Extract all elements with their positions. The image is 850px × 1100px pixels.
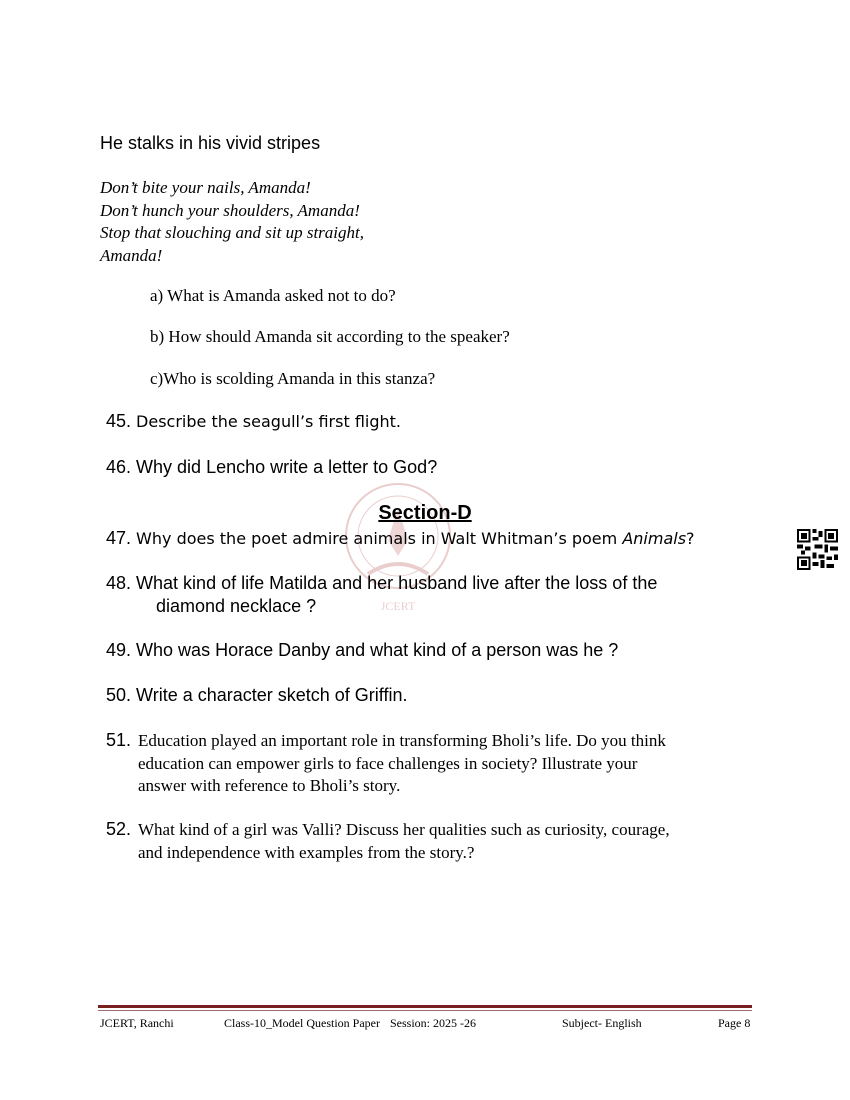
poem-title: Animals — [622, 529, 687, 548]
section-title: Section-D — [378, 502, 472, 524]
question-number: 50. — [106, 685, 132, 705]
question-number: 48. — [106, 573, 132, 593]
question-line: education can empower girls to face challenges in society? Illustrate your — [138, 753, 638, 773]
footer-org: JCERT, Ranchi — [100, 1016, 174, 1030]
question-49 — [106, 640, 618, 661]
footer-paper: Class-10_Model Question Paper — [224, 1016, 380, 1030]
sub-question-a: a) What is Amanda asked not to do? — [150, 286, 396, 305]
sub-question-b: b) How should Amanda sit according to the speaker? — [150, 327, 510, 346]
question-line: What kind of a girl was Valli? Discuss her qualities such as curiosity, courage, — [138, 820, 670, 839]
poem-line: Amanda! — [100, 245, 163, 265]
question-text — [136, 529, 694, 548]
question-text: Write a character sketch of Griffin. — [136, 685, 408, 705]
question-51-text — [138, 730, 778, 798]
question-text-part: Why does the poet admire animals in Walt Whitman’s poem — [136, 529, 623, 548]
footer-page: Page 8 — [718, 1016, 751, 1030]
poem-line: Don’t hunch your shoulders, Amanda! — [100, 200, 360, 220]
question-45 — [106, 411, 401, 432]
question-50 — [106, 685, 407, 706]
poem-line: Stop that slouching and sit up straight, — [100, 223, 364, 242]
question-47 — [106, 528, 695, 549]
question-number: 45. — [106, 411, 132, 431]
poem-line: Don’t bite your nails, Amanda! — [100, 178, 311, 197]
question-line: and independence with examples from the story.? — [138, 842, 475, 862]
question-line: answer with reference to Bholi’s story. — [138, 776, 401, 795]
question-52-text — [138, 819, 778, 864]
question-51-number: 51. — [106, 730, 132, 750]
question-text: Describe the seagull’s first flight. — [136, 412, 402, 431]
footer-rule-thick — [98, 1005, 752, 1008]
question-text: What kind of life Matilda and her husband live after the loss of the — [136, 573, 658, 593]
question-text: Why did Lencho write a letter to God? — [136, 457, 438, 477]
sub-question-c: c)Who is scolding Amanda in this stanza? — [150, 369, 436, 388]
question-52-number: 52. — [106, 819, 132, 839]
footer-rule-thin — [98, 1010, 752, 1011]
intro-line: He stalks in his vivid stripes — [100, 133, 321, 153]
question-number: 47. — [106, 528, 132, 548]
question-46 — [106, 457, 437, 478]
qr-code-icon — [797, 529, 838, 570]
question-number: 49. — [106, 640, 132, 660]
question-48-continuation: diamond necklace ? — [156, 596, 317, 616]
footer-session: Session: 2025 -26 — [390, 1016, 477, 1030]
question-number: 46. — [106, 457, 132, 477]
question-text: Who was Horace Danby and what kind of a person was he ? — [136, 640, 619, 660]
question-48 — [106, 573, 657, 594]
poem-stanza — [100, 177, 364, 267]
question-text-part: ? — [686, 529, 695, 548]
watermark-label: JCERT — [380, 599, 416, 613]
footer-subject: Subject- English — [562, 1016, 642, 1030]
question-line: Education played an important role in transforming Bholi’s life. Do you think — [138, 731, 666, 750]
